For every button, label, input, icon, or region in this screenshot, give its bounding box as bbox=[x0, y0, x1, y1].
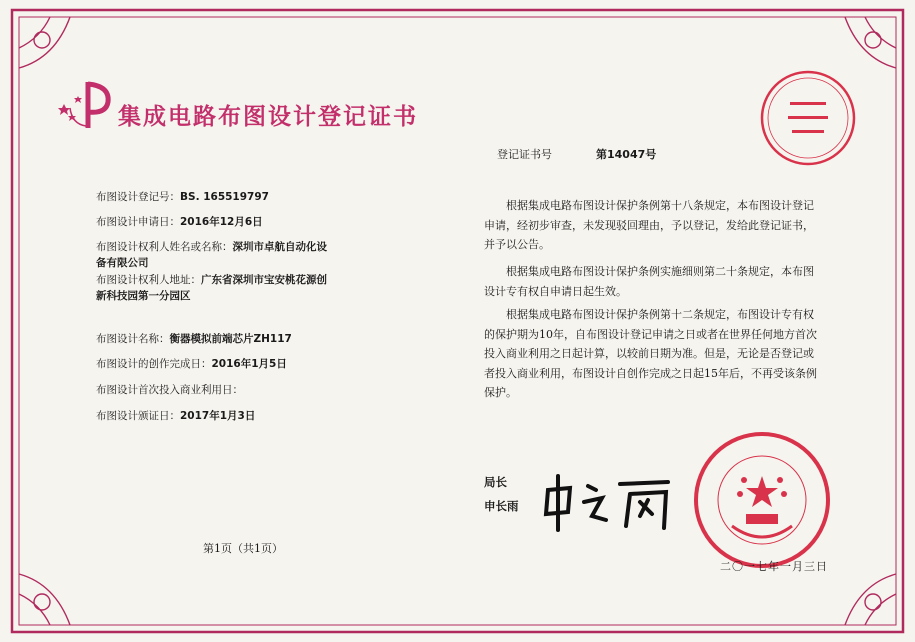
registration-number: BS. 165519797 bbox=[180, 191, 269, 203]
registration-number-label: 布图设计登记号： bbox=[96, 191, 180, 203]
paragraph-protection-term: 根据集成电路布图设计保护条例第十二条规定，布图设计专有权的保护期为10年，自布图设计登记申请之日或者在世界任何地方首次投入商业利用之日起计算，以较前日期为准。但是，无论是否登记或者投入商业利用，布图设计自创作完成之日起15年后，不再受该条例保护。 bbox=[484, 308, 817, 399]
national-ip-office-seal bbox=[692, 430, 832, 570]
issue-date-label: 布图设计颁证日： bbox=[96, 410, 180, 422]
design-name: 衡器模拟前端芯片ZH117 bbox=[169, 333, 292, 345]
address-line-1: 广东省深圳市宝安桃花源创 bbox=[201, 274, 327, 286]
handwritten-signature bbox=[540, 468, 680, 538]
first-commercial-use-row bbox=[96, 382, 243, 398]
issue-date-chinese: 二〇一七年一月三日 bbox=[720, 560, 828, 573]
creation-date-label: 布图设计的创作完成日： bbox=[96, 358, 212, 370]
agency-seal-stamp bbox=[758, 68, 858, 168]
address-row bbox=[96, 272, 396, 304]
address-label: 布图设计权利人地址： bbox=[96, 274, 201, 286]
owner-row bbox=[96, 239, 396, 271]
issue-date: 2017年1月3日 bbox=[180, 410, 256, 422]
owner-line-1: 深圳市卓航自动化设 bbox=[232, 241, 327, 253]
paragraph-registration: 根据集成电路布图设计保护条例第十八条规定，本布图设计登记申请，经初步审查，未发现驳回理由，予以登记，发给此登记证书，并予以公告。 bbox=[484, 199, 814, 251]
certificate-title: 集成电路布图设计登记证书 bbox=[118, 103, 418, 130]
application-date: 2016年12月6日 bbox=[180, 216, 263, 228]
page-number: 第1页（共1页） bbox=[203, 542, 283, 555]
design-name-row bbox=[96, 331, 292, 347]
creation-date: 2016年1月5日 bbox=[211, 358, 287, 370]
chief-name: 申长雨 bbox=[484, 499, 519, 513]
application-date-label: 布图设计申请日： bbox=[96, 216, 180, 228]
certificate-number: 第14047号 bbox=[596, 148, 657, 161]
first-commercial-use-label: 布图设计首次投入商业利用日： bbox=[96, 384, 243, 396]
application-date-row bbox=[96, 214, 263, 230]
paragraph-effective: 根据集成电路布图设计保护条例实施细则第二十条规定，本布图设计专有权自申请日起生效。 bbox=[484, 265, 814, 298]
design-name-label: 布图设计名称： bbox=[96, 333, 170, 345]
certificate-number-label: 登记证书号 bbox=[497, 148, 552, 161]
address-line-2: 新科技园第一分园区 bbox=[96, 290, 191, 302]
chief-title: 局长 bbox=[484, 475, 507, 489]
registration-number-row bbox=[96, 189, 269, 205]
creation-date-row bbox=[96, 356, 287, 372]
issue-date-row bbox=[96, 408, 255, 424]
owner-line-2: 备有限公司 bbox=[96, 257, 149, 269]
owner-label: 布图设计权利人姓名或名称： bbox=[96, 241, 233, 253]
cipo-logo-icon bbox=[58, 78, 114, 134]
